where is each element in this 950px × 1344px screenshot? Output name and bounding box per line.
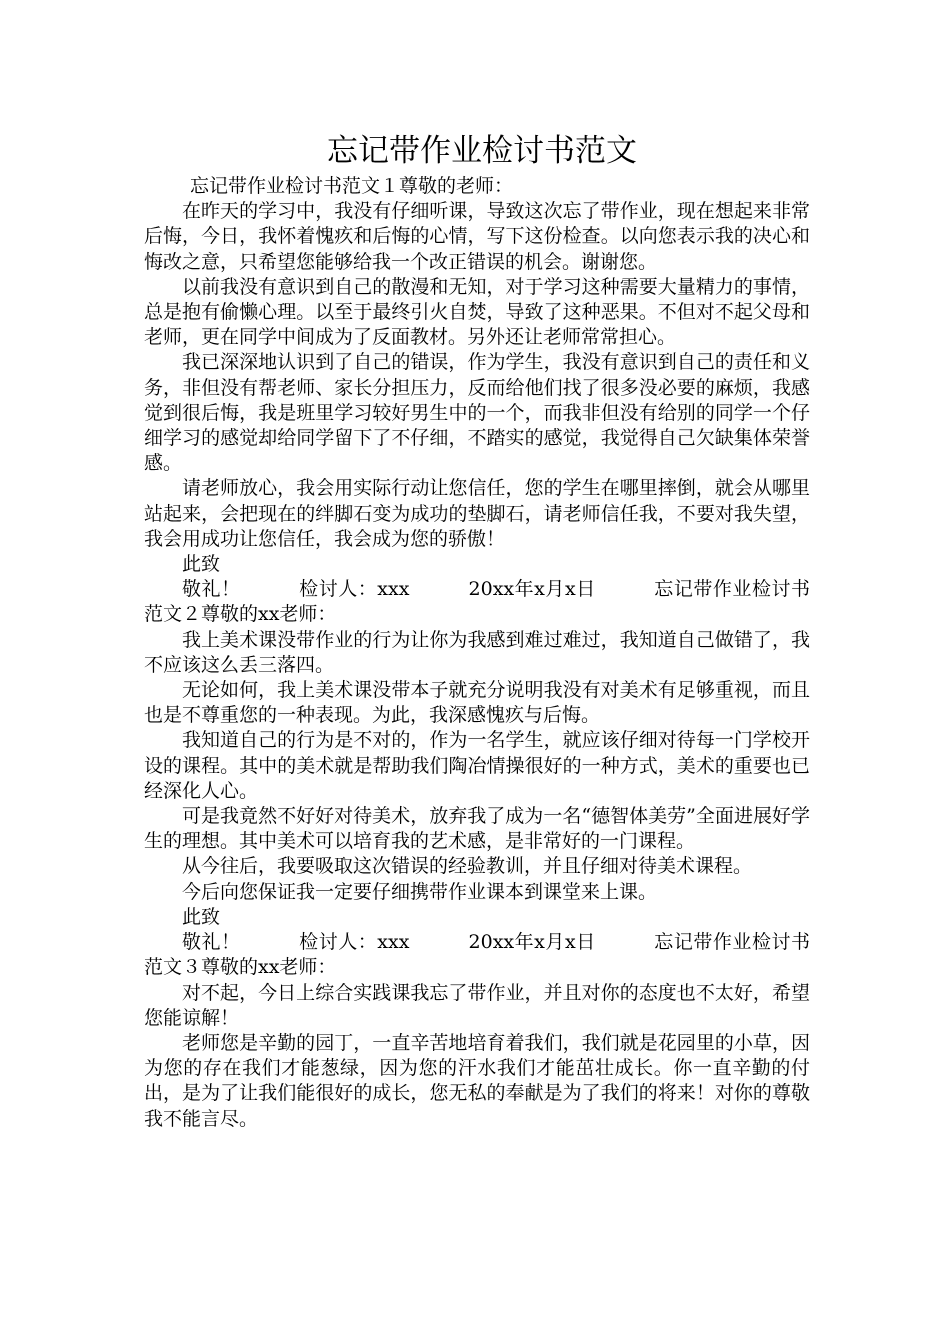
paragraph: 我知道自己的行为是不对的，作为一名学生，就应该仔细对待每一门学校开设的课程。其中的美术就是帮助我们陶冶情操很好的一种方式，美术的重要也已经深化人心。 (144, 729, 810, 802)
signature-line: 敬礼！ 检讨人：xxx 20xx年x月x日 忘记带作业检讨书范文２尊敬的xx老师： (144, 578, 810, 626)
paragraph: 我上美术课没带作业的行为让你为我感到难过难过，我知道自己做错了，我不应该这么丢三落四。 (144, 628, 810, 676)
closing-line: 此致 (182, 905, 221, 928)
paragraph: 无论如何，我上美术课没带本子就充分说明我没有对美术有足够重视，而且也是不尊重您的一种表现。为此，我深感愧疚与后悔。 (144, 679, 810, 727)
paragraph: 从今往后，我要吸取这次错误的经验教训，并且仔细对待美术课程。 (182, 855, 753, 878)
paragraph-letter-1-heading: 忘记带作业检讨书范文１尊敬的老师： (190, 175, 514, 197)
paragraph: 老师您是辛勤的园丁，一直辛苦地培育着我们，我们就是花园里的小草，因为您的存在我们才能葱绿，因为您的汗水我们才能茁壮成长。你一直辛勤的付出，是为了让我们能很好的成长，您无私的奉献是为了我们的将来！对你的尊敬我不能言尽。 (144, 1031, 810, 1130)
signature-line: 敬礼！ 检讨人：xxx 20xx年x月x日 忘记带作业检讨书范文３尊敬的xx老师： (144, 931, 810, 979)
document-page (144, 128, 810, 1132)
paragraph: 可是我竟然不好好对待美术，放弃我了成为一名“德智体美劳”全面进展好学生的理想。其中美术可以培育我的艺术感，是非常好的一门课程。 (144, 805, 810, 853)
paragraph: 我已深深地认识到了自己的错误，作为学生，我没有意识到自己的责任和义务，非但没有帮老师、家长分担压力，反而给他们找了很多没必要的麻烦，我感觉到很后悔，我是班里学习较好男生中的一个，而我非但没有给别的同学一个仔细学习的感觉却给同学留下了不仔细，不踏实的感觉，我觉得自己欠缺集体荣誉感。 (144, 351, 810, 475)
document-body (144, 174, 810, 1132)
document-title: 忘记带作业检讨书范文 (327, 133, 637, 169)
paragraph: 在昨天的学习中，我没有仔细听课，导致这次忘了带作业，现在想起来非常后悔，今日，我怀着愧疚和后悔的心情，写下这份检查。以向您表示我的决心和悔改之意，只希望您能够给我一个改正错误的机会。谢谢您。 (144, 200, 810, 273)
paragraph: 对不起，今日上综合实践课我忘了带作业，并且对你的态度也不太好，希望您能谅解！ (144, 981, 810, 1029)
paragraph: 今后向您保证我一定要仔细携带作业课本到课堂来上课。 (182, 880, 658, 903)
paragraph: 以前我没有意识到自己的散漫和无知，对于学习这种需要大量精力的事情，总是抱有偷懒心理。以至于最终引火自焚，导致了这种恶果。不但对不起父母和老师，更在同学中间成为了反面教材。另外还让老师常常担心。 (144, 275, 810, 349)
closing-line: 此致 (182, 553, 221, 576)
paragraph: 请老师放心，我会用实际行动让您信任，您的学生在哪里摔倒，就会从哪里站起来，会把现在的绊脚石变为成功的垫脚石，请老师信任我，不要对我失望，我会用成功让您信任，我会成为您的骄傲！ (144, 477, 810, 550)
